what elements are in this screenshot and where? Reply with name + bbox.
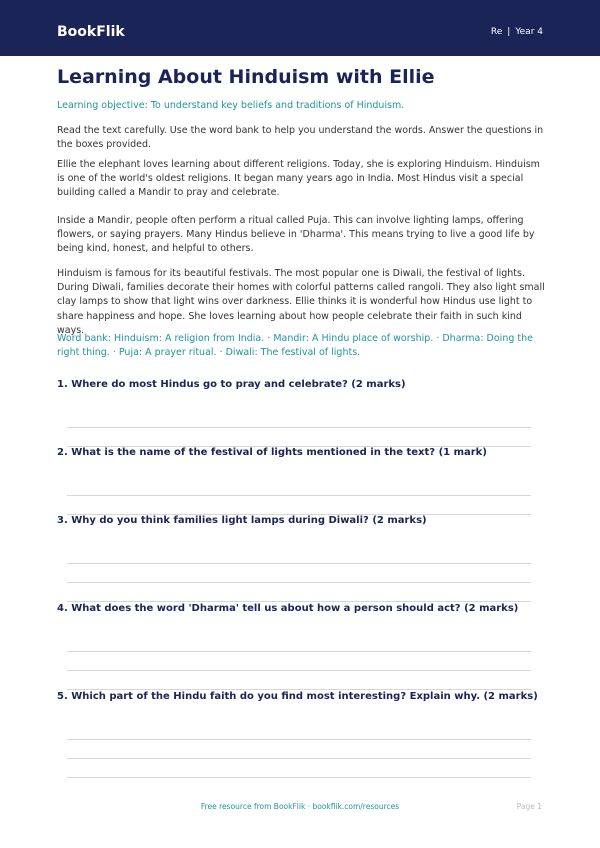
answer-line[interactable]: [67, 670, 531, 671]
question-3: 3. Why do you think families light lamps during Diwali? (2 marks): [57, 515, 427, 526]
answer-line[interactable]: [67, 758, 531, 759]
answer-line[interactable]: [67, 582, 531, 583]
learning-objective: Learning objective: To understand key beliefs and traditions of Hinduism.: [57, 100, 405, 111]
answer-line[interactable]: [67, 739, 531, 740]
footer-credit[interactable]: Free resource from BookFlik · bookflik.com/resources: [200, 802, 400, 811]
answer-line[interactable]: [67, 777, 531, 778]
answer-line[interactable]: [67, 495, 531, 496]
answer-line[interactable]: [67, 427, 531, 428]
story-paragraph-2: Inside a Mandir, people often perform a ritual called Puja. This can involve lighting lamps, offering flowers, or saying prayers. Many Hindus believe in 'Dharma'. This means trying to live a good life by being kind, honest, and helpful to others.: [57, 215, 535, 255]
instructions-text: Read the text carefully. Use the word bank to help you understand the words. Answer the questions in the boxes provided.: [57, 125, 544, 151]
subject-label: Re: [490, 27, 503, 37]
header-bar: [0, 0, 600, 56]
year-label: Year 4: [515, 27, 543, 37]
answer-line[interactable]: [67, 651, 531, 652]
question-1: 1. Where do most Hindus go to pray and celebrate? (2 marks): [57, 379, 406, 390]
word-bank: Word bank: Hinduism: A religion from India. · Mandir: A Hindu place of worship. · Dharma: Doing the right thing. · Puja: A prayer ritual. · Diwali: The festival of lights.: [57, 333, 533, 359]
story-paragraph-1: Ellie the elephant loves learning about different religions. Today, she is exploring Hinduism. Hinduism is one of the world's oldest religions. It began many years ago in India. Most Hindus visit a special building called a Mandir to pray and celebrate.: [57, 159, 540, 199]
question-2: 2. What is the name of the festival of lights mentioned in the text? (1 mark): [57, 447, 487, 458]
answer-line[interactable]: [67, 563, 531, 564]
question-5: 5. Which part of the Hindu faith do you find most interesting? Explain why. (2 marks): [57, 691, 538, 702]
meta-separator: |: [507, 27, 511, 37]
story-paragraph-3: Hinduism is famous for its beautiful festivals. The most popular one is Diwali, the festival of lights. During Diwali, families decorate their homes with colorful patterns called rangoli. They also light small clay lamps to show that light wins over darkness. Ellie thinks it is wonderful how Hindus use light to share happiness and hope. She loves learning about how people celebrate their faith in such kind ways.: [57, 268, 545, 336]
question-4: 4. What does the word 'Dharma' tell us about how a person should act? (2 marks): [57, 603, 519, 614]
page-number: Page 1: [516, 802, 542, 811]
page-title: Learning About Hinduism with Ellie: [57, 66, 435, 88]
brand-logo-text: BookFlik: [57, 24, 125, 40]
header-meta: [491, 26, 543, 38]
